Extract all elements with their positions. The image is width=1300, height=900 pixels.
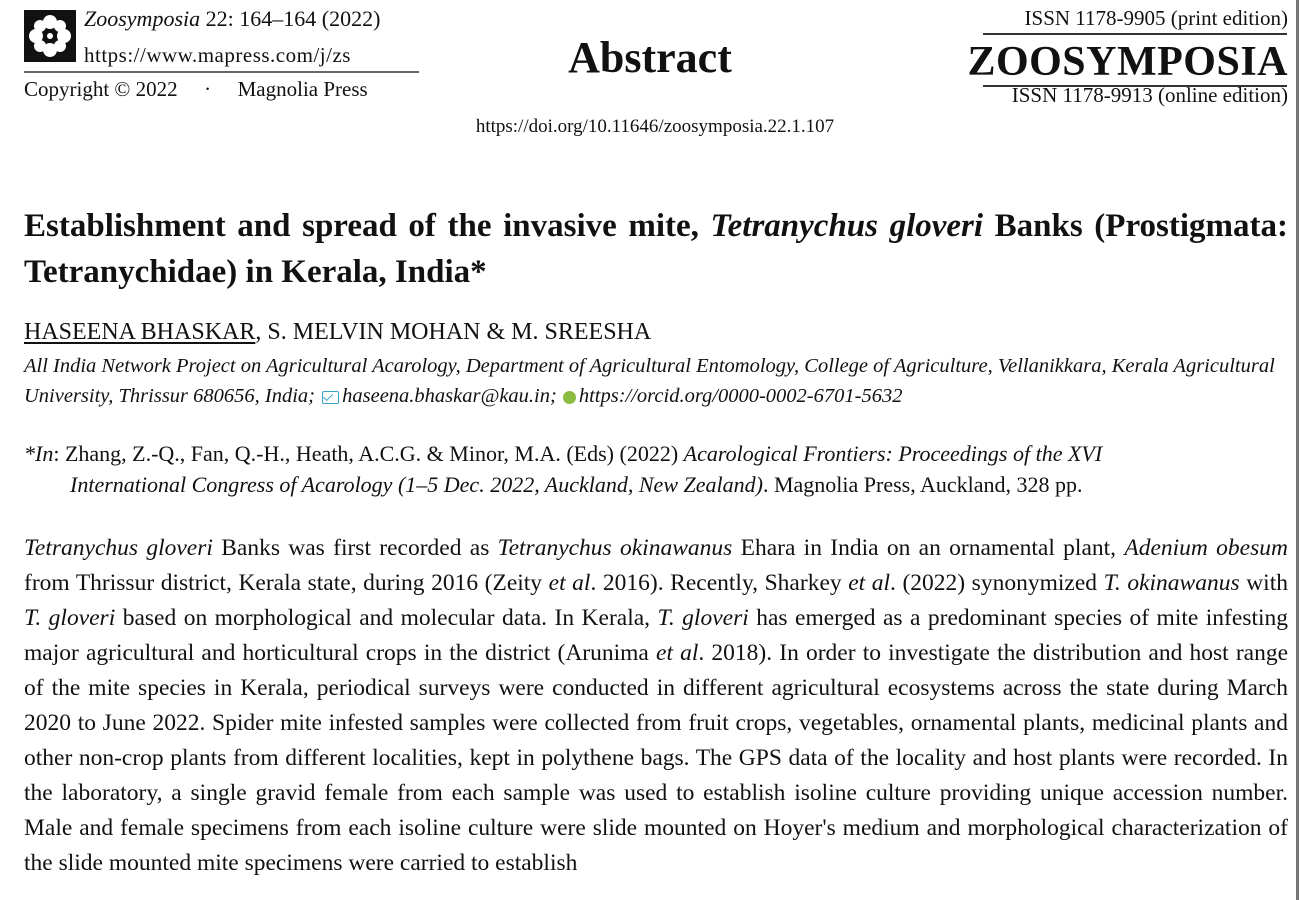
journal-url[interactable]: https://www.mapress.com/j/zs	[84, 43, 351, 67]
body-seg-2: Banks was first recorded as	[212, 535, 498, 561]
section-heading: Abstract	[568, 33, 732, 82]
corresponding-author[interactable]: HASEENA BHASKAR	[24, 319, 256, 345]
publisher-name: Magnolia Press	[237, 77, 368, 101]
header-divider	[24, 71, 419, 73]
body-seg-18: . 2018). In order to investigate the distribution and host range of the mite species in Kerala, periodical surveys were conducted in different agricultural ecosystems across the state during March 2020 to June 2022. Spider mite infested samples were collected from fruit crops, vegetables, ornamental plants, medicinal plants and other non-crop plants from different localities, kept in polythene bags. The GPS data of the locality and host plants were recorded. In the laboratory, a single gravid female from each sample was used to establish isoline culture providing unique accession number. Male and female specimens from each isoline culture were slide mounted on Hoyer's medium and morphological characterization of the slide mounted mite specimens were carried to establish	[24, 640, 1289, 876]
body-seg-14: based on morphological and molecular data. In Kerala,	[115, 605, 658, 631]
body-seg-17: et al	[656, 640, 699, 666]
editors-text: : Zhang, Z.-Q., Fan, Q.-H., Heath, A.C.G. & Minor, M.A. (Eds) (2022)	[53, 441, 684, 466]
body-seg-7: et al	[548, 570, 591, 596]
body-seg-12: with	[1239, 570, 1288, 596]
proceedings-note	[24, 438, 1288, 500]
copyright-text: Copyright © 2022	[24, 77, 178, 101]
body-seg-3: Tetranychus okinawanus	[497, 535, 733, 561]
body-seg-8: . 2016). Recently, Sharkey	[590, 570, 849, 596]
book-title-line-2: International Congress of Acarology (1–5 Dec. 2022, Auckland, New Zealand)	[70, 472, 763, 497]
journal-citation	[84, 6, 380, 32]
body-seg-16: has emerged as a predominant species of mite infesting major agricultural and horticultural crops in the district (Arunima	[24, 605, 1289, 666]
title-part-1: Establishment and spread of the invasive mite,	[24, 208, 711, 244]
copyright-line	[24, 77, 368, 102]
body-seg-15: T. gloveri	[657, 605, 749, 631]
orcid-link[interactable]: https://orcid.org/0000-0002-6701-5632	[578, 385, 903, 407]
body-seg-5: Adenium obesum	[1124, 535, 1288, 561]
abstract-body	[24, 531, 1288, 881]
body-seg-4: Ehara in India on an ornamental plant,	[732, 535, 1125, 561]
journal-name: Zoosymposia	[84, 6, 201, 31]
journal-issue: 22: 164–164 (2022)	[200, 6, 381, 31]
book-publisher: . Magnolia Press, Auckland, 328 pp.	[762, 472, 1083, 497]
orcid-icon	[563, 391, 576, 404]
article-title	[24, 203, 1288, 295]
flower-logo-icon	[24, 10, 76, 62]
brand-rule-top	[983, 33, 1287, 35]
separator: ·	[204, 77, 212, 101]
body-seg-13: T. gloveri	[24, 605, 116, 631]
journal-brand: ZOOSYMPOSIA	[967, 39, 1288, 85]
affiliation	[24, 351, 1298, 411]
page-border	[1296, 0, 1299, 900]
issn-online: ISSN 1178-9913 (online edition)	[1011, 83, 1288, 107]
body-seg-6: from Thrissur district, Kerala state, during 2016 (Zeity	[24, 570, 549, 596]
email-icon	[322, 391, 339, 404]
in-label: *In	[24, 441, 54, 466]
body-seg-10: . (2022) synonymized	[890, 570, 1104, 596]
issn-print: ISSN 1178-9905 (print edition)	[1024, 6, 1288, 30]
title-species: Tetranychus gloveri	[710, 208, 984, 244]
book-title-line-1: Acarological Frontiers: Proceedings of the XVI	[683, 441, 1103, 466]
body-seg-9: et al	[848, 570, 891, 596]
body-seg-1: Tetranychus gloveri	[24, 535, 213, 561]
author-list	[24, 319, 651, 346]
body-seg-11: T. okinawanus	[1103, 570, 1240, 596]
co-authors: , S. MELVIN MOHAN & M. SREESHA	[255, 319, 652, 345]
doi-link[interactable]: https://doi.org/10.11646/zoosymposia.22.1.107	[475, 116, 835, 137]
title-part-2: Banks (Prostigmata: Tetranychidae) in Kerala, India*	[24, 208, 1288, 290]
author-email[interactable]: haseena.bhaskar@kau.in;	[342, 385, 557, 407]
affiliation-text: All India Network Project on Agricultural Acarology, Department of Agricultural Entomology, College of Agriculture, Vellanikkara, Kerala Agricultural University, Thrissur 680656, India;	[24, 355, 1275, 407]
